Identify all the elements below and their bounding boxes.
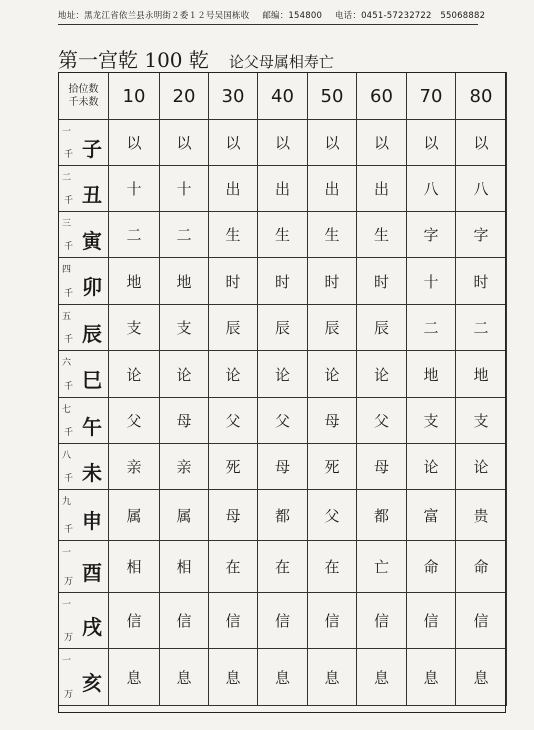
table-cell: 辰 <box>308 305 357 351</box>
table-cell: 辰 <box>209 305 258 351</box>
table-cell: 支 <box>109 305 160 351</box>
phone-text: 电话：0451-57232722 55068882 <box>334 11 486 21</box>
row-branch: 午 <box>82 414 102 439</box>
table-cell: 信 <box>308 593 357 649</box>
row-stem: 千 <box>64 525 74 535</box>
table-cell: 富 <box>407 490 456 541</box>
table-cell: 属 <box>109 490 160 541</box>
table-cell: 地 <box>109 258 160 305</box>
table-cell: 息 <box>109 649 160 706</box>
table-cell: 信 <box>357 593 407 649</box>
table-cell: 息 <box>258 649 308 706</box>
row-branch: 巳 <box>82 367 102 392</box>
row-index: 六 <box>62 358 72 368</box>
table-cell: 以 <box>407 120 456 166</box>
table-cell: 属 <box>160 490 209 541</box>
table-cell: 出 <box>357 166 407 212</box>
table-cell: 母 <box>308 398 357 444</box>
table-cell: 十 <box>109 166 160 212</box>
table-cell: 时 <box>258 258 308 305</box>
table-cell: 生 <box>209 212 258 258</box>
table-cell: 信 <box>258 593 308 649</box>
table-cell: 父 <box>357 398 407 444</box>
table-cell: 二 <box>160 212 209 258</box>
row-branch: 卯 <box>82 274 102 299</box>
row-stem: 万 <box>64 633 74 643</box>
row-index: 一 <box>62 127 72 137</box>
row-branch: 寅 <box>82 228 102 253</box>
row-index: 五 <box>62 312 72 322</box>
postcode-text: 邮编：154800 <box>262 11 323 21</box>
table-cell: 地 <box>160 258 209 305</box>
table-cell: 信 <box>209 593 258 649</box>
row-stem: 千 <box>64 335 74 345</box>
table-cell: 都 <box>258 490 308 541</box>
row-stem: 千 <box>64 474 74 484</box>
column-header: 40 <box>258 73 308 120</box>
table-cell: 以 <box>160 120 209 166</box>
table-cell: 论 <box>258 351 308 398</box>
table-cell: 以 <box>308 120 357 166</box>
table-cell: 支 <box>407 398 456 444</box>
table-cell: 辰 <box>357 305 407 351</box>
table-cell: 贵 <box>456 490 507 541</box>
page-header <box>58 9 486 25</box>
table-cell: 支 <box>456 398 507 444</box>
title-sub: 论父母属相寿亡 <box>228 53 334 71</box>
column-header: 50 <box>308 73 357 120</box>
column-header: 20 <box>160 73 209 120</box>
table-cell: 都 <box>357 490 407 541</box>
table-cell: 母 <box>160 398 209 444</box>
column-header: 80 <box>456 73 507 120</box>
row-stem: 千 <box>64 242 74 252</box>
row-stem: 千 <box>64 150 74 160</box>
row-branch: 丑 <box>82 182 102 207</box>
row-stem: 万 <box>64 577 74 587</box>
corner-line-1: 拾位数 <box>68 84 99 95</box>
table-cell: 论 <box>357 351 407 398</box>
table-cell: 二 <box>456 305 507 351</box>
table-cell: 父 <box>209 398 258 444</box>
table-cell: 字 <box>456 212 507 258</box>
row-branch: 酉 <box>82 560 102 585</box>
table-cell: 息 <box>407 649 456 706</box>
row-stem: 千 <box>64 196 74 206</box>
address-text: 地址：黑龙江省依兰县永明街２委１２号吴国栋收 <box>58 11 250 21</box>
table-cell: 父 <box>258 398 308 444</box>
row-branch: 亥 <box>82 670 102 695</box>
table-cell: 命 <box>456 541 507 593</box>
table-cell: 息 <box>308 649 357 706</box>
row-index: 一 <box>62 656 72 666</box>
table-cell: 母 <box>357 444 407 490</box>
table-cell: 支 <box>160 305 209 351</box>
row-index: 四 <box>62 265 72 275</box>
corner-line-2: 千未数 <box>68 97 99 108</box>
table-cell: 地 <box>456 351 507 398</box>
table-cell: 在 <box>308 541 357 593</box>
table-cell: 时 <box>456 258 507 305</box>
table-cell: 以 <box>357 120 407 166</box>
table-cell: 以 <box>109 120 160 166</box>
column-header: 30 <box>209 73 258 120</box>
table-cell: 在 <box>209 541 258 593</box>
row-stem: 万 <box>64 690 74 700</box>
table-cell: 亡 <box>357 541 407 593</box>
table-cell: 辰 <box>258 305 308 351</box>
row-index: 七 <box>62 405 72 415</box>
table-cell: 八 <box>407 166 456 212</box>
row-branch: 戌 <box>82 614 102 639</box>
table-cell: 十 <box>160 166 209 212</box>
table-cell: 信 <box>160 593 209 649</box>
table-cell: 论 <box>456 444 507 490</box>
row-branch: 未 <box>82 460 102 485</box>
table-cell: 生 <box>308 212 357 258</box>
table-cell: 论 <box>160 351 209 398</box>
table-cell: 信 <box>407 593 456 649</box>
table-cell: 息 <box>160 649 209 706</box>
table-cell: 命 <box>407 541 456 593</box>
table-cell: 息 <box>357 649 407 706</box>
table-cell: 时 <box>209 258 258 305</box>
row-index: 九 <box>62 497 72 507</box>
table-cell: 时 <box>308 258 357 305</box>
table-cell: 八 <box>456 166 507 212</box>
row-stem: 千 <box>64 382 74 392</box>
table-cell: 母 <box>258 444 308 490</box>
table-cell: 父 <box>109 398 160 444</box>
table-cell: 相 <box>160 541 209 593</box>
table-cell: 信 <box>456 593 507 649</box>
table-cell: 出 <box>258 166 308 212</box>
table-cell: 息 <box>209 649 258 706</box>
table-cell: 生 <box>357 212 407 258</box>
table-cell: 十 <box>407 258 456 305</box>
column-header: 70 <box>407 73 456 120</box>
page-title <box>58 44 334 73</box>
row-stem: 千 <box>64 289 74 299</box>
row-branch: 申 <box>82 508 102 533</box>
table-cell: 父 <box>308 490 357 541</box>
table-cell: 以 <box>456 120 507 166</box>
table-cell: 以 <box>209 120 258 166</box>
table-cell: 论 <box>109 351 160 398</box>
table-cell: 论 <box>308 351 357 398</box>
table-cell: 死 <box>209 444 258 490</box>
row-index: 一 <box>62 600 72 610</box>
title-main: 第一宫乾 100 乾 <box>58 48 209 72</box>
table-cell: 以 <box>258 120 308 166</box>
row-index: 八 <box>62 451 72 461</box>
table-cell: 亲 <box>109 444 160 490</box>
row-branch: 辰 <box>82 321 102 346</box>
row-index: 二 <box>62 173 72 183</box>
table-cell: 相 <box>109 541 160 593</box>
column-header: 60 <box>357 73 407 120</box>
table-cell: 地 <box>407 351 456 398</box>
table-cell: 字 <box>407 212 456 258</box>
row-index: 一 <box>62 548 72 558</box>
table-cell: 信 <box>109 593 160 649</box>
row-branch: 子 <box>82 136 102 161</box>
table-cell: 在 <box>258 541 308 593</box>
table-cell: 生 <box>258 212 308 258</box>
row-index: 三 <box>62 219 72 229</box>
table-cell: 出 <box>308 166 357 212</box>
table-cell: 息 <box>456 649 507 706</box>
table-cell: 二 <box>109 212 160 258</box>
table-cell: 时 <box>357 258 407 305</box>
table-cell: 二 <box>407 305 456 351</box>
table-cell: 论 <box>209 351 258 398</box>
table-cell: 亲 <box>160 444 209 490</box>
table-cell: 出 <box>209 166 258 212</box>
table-cell: 母 <box>209 490 258 541</box>
table-cell: 死 <box>308 444 357 490</box>
row-stem: 千 <box>64 428 74 438</box>
table-frame <box>58 72 506 713</box>
table-cell: 论 <box>407 444 456 490</box>
column-header: 10 <box>109 73 160 120</box>
